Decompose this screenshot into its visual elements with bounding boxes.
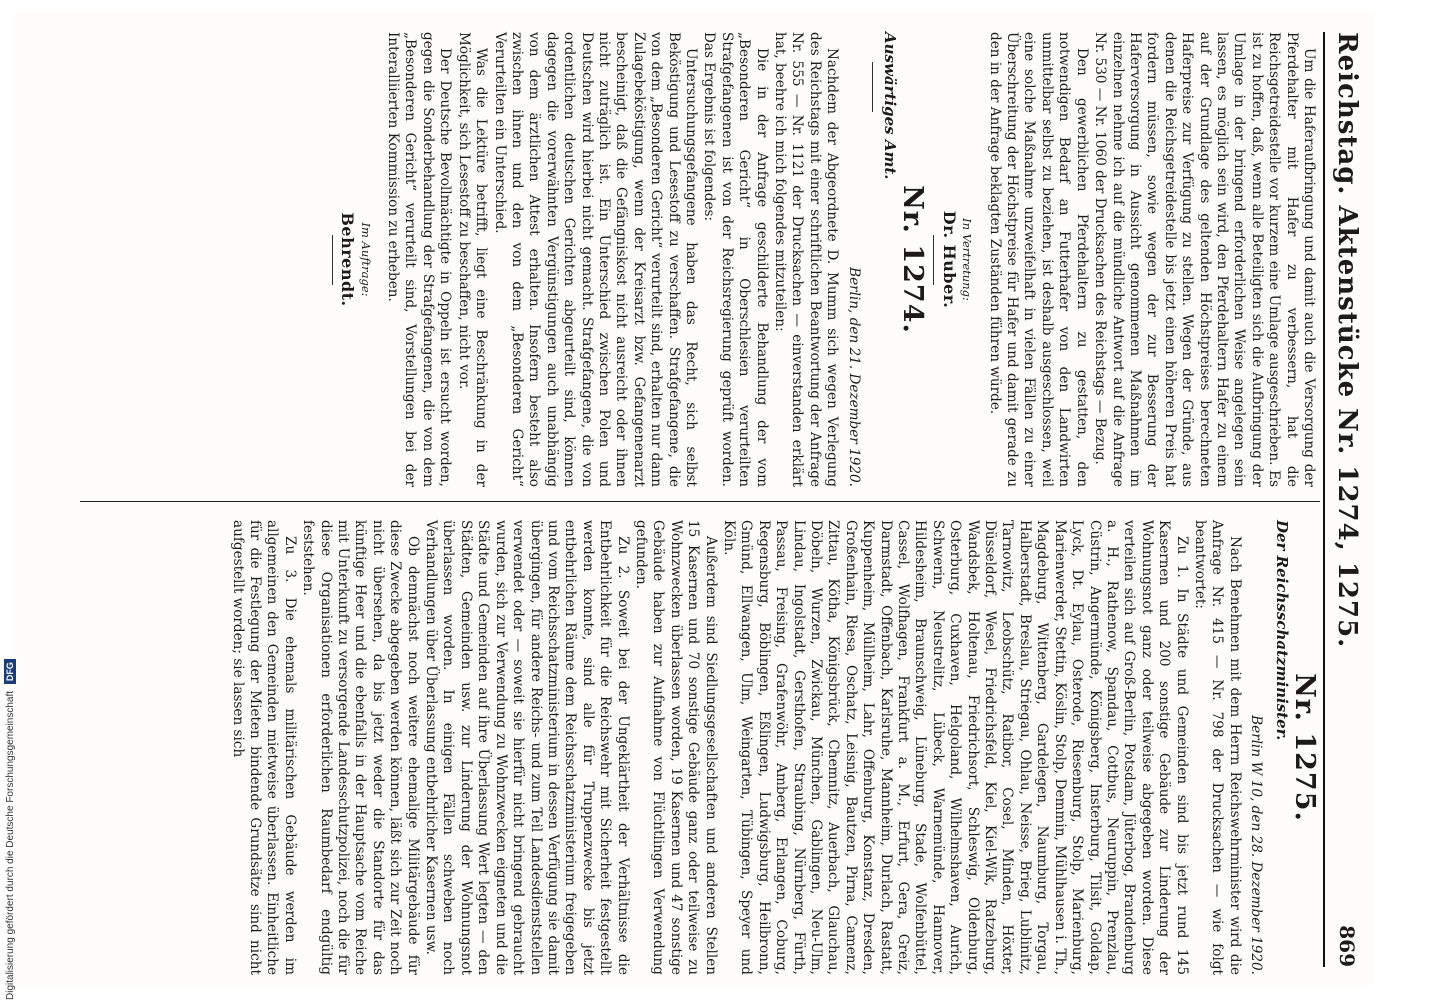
- right-column: [227, 520, 1320, 975]
- paragraph: Ob demnächst noch weitere ehemalige Militärgebäude für diese Zwecke abgegeben werden können, läßt sich zur Zeit noch nicht übersehen, da bis jetzt weder die Standorte für das künftige Heer und die ebenfalls in der Hauptsache vom Reiche mit Unterkunft zu versorgende Landesschutzpolizei, noch die für diese Organisationen erforderlichen Raumbedarf endgültig feststehen.: [300, 520, 421, 975]
- page-header: [1327, 32, 1367, 967]
- document-number-heading: Nr. 1275.: [1289, 673, 1320, 822]
- paragraph: Untersuchungsgefangene haben das Recht, sich selbst Beköstigung und Lesestoff zu verschaffen. Strafgefangene, die von dem „Besonderen Gericht“ verurteilt sind, erhalten nur dann Zulagebeköstigung, wenn der Kreisarzt bzw. Gefangenenarzt bescheinigt, daß die Gefängniskost nicht ausreicht oder ihnen nicht zuträglich ist. Ein Unterschied zwischen Polen und Deutschen wird hierbei nicht gemacht. Strafgefangene, die von ordentlichen deutschen Gerichten abgeurteilt sind, können dagegen die vorerwähnten Vergünstigungen auch unabhängig von dem ärztlichen Attest erhalten. Insofern besteht also zwischen ihnen und den von dem „Besonderen Gericht“ Verurteilten ein Unterschied.: [491, 32, 699, 487]
- paragraph: Zu 3. Die ehemals militärischen Gebäude werden im allgemeinen den Gemeinden mietweise überlassen. Einheitliche für die Festlegung der Mieten bindende Grundsätze sind nicht aufgestellt worden; sie lassen sich: [229, 520, 298, 975]
- signature-name: Behrendt.: [338, 212, 358, 307]
- paragraph: Nach Benehmen mit dem Herrn Reichswehrminister wird die Anfrage Nr. 415 — Nr. 798 der Drucksachen — wie folgt beantwortet:: [1191, 520, 1243, 975]
- credit-text: Digitalisierung gefördert durch die Deutsche Forschungsgemeinschaft: [5, 690, 16, 1000]
- divider: [332, 235, 333, 285]
- signature-role: Im Auftrage:: [358, 222, 373, 297]
- paragraph: Um die Haferaufbringung und damit auch die Versorgung der Pferdehalter mit Hafer zu verbessern, hat die Reichsgetreidestelle vor kurzem eine Umlage ausgeschrieben. Es ist zu hoffen, daß, wenn alle Beteiligten sich die Aufbringung der Umlage in der bringend erforderlichen Weise angelegen sein lassen, es möglich sein wird, den Pferdehaltern Hafer zu einem auf der Grundlage des geltenden Höchstpreises berechneten Haferpreise zur Verfügung zu stellen. Wegen der Gründe, aus denen die Reichsgetreidestelle bis jetzt einen höheren Preis hat fordern müssen, sowie wegen der zur Besserung der Haferversorgung in Aussicht genommenen Maßnahmen im einzelnen nehme ich auf die mündliche Antwort auf die Anfrage Nr. 530 — Nr. 1060 der Drucksachen des Reichstags — Bezug.: [1092, 32, 1317, 487]
- paragraph: Die in der Anfrage geschilderte Behandlung der vom „Besonderen Gericht“ in Oberschlesien verurteilten Strafgefangenen ist von der Reichsregierung geprüft worden. Das Ergebnis ist folgendes:: [701, 32, 770, 487]
- paragraph: Zu 2. Soweit bei der Ungeklärtheit der Verhältnisse die Entbehrlichkeit für die Reichswehr mit Sicherheit festgestellt werden konnte, sind alle für Truppenzwecke bis jetzt entbehrlichen Räume dem Reichsschatzministerium freigegeben und vom Reichsschatzministerium in dessen Verfügung sie damit übergingen, für andere Reichs- und zum Teil Landesdienststellen verwendet oder — soweit sie hierfür nicht bringend gebraucht wurden, sich zur Verwendung zu Wohnzwecken eigneten und die Städte und Gemeinden auf ihre Überlassung Wert legten — den Städten, Gemeinden usw. zur Linderung der Wohnungsnot überlassen worden. In einigen Fällen schweben noch Verhandlungen über Überlassung entbehrlicher Kasernen usw.: [423, 520, 631, 975]
- document-page: [15, 12, 1375, 987]
- paragraph: Was die Lektüre betrifft, liegt eine Beschränkung in der Möglichkeit, sich Lesestoff zu beschaffen, nicht vor.: [455, 32, 490, 487]
- place-date: Berlin W 10, den 28. Dezember 1920.: [1248, 715, 1265, 975]
- paragraph: Zu 1. In Städte und Gemeinden sind bis jetzt rund 145 Kasernen und 200 sonstige Gebäude zur Linderung der Wohnungsnot ganz oder teilweise abgegeben worden. Diese verteilen sich auf Groß-Berlin, Potsdam, Jüterbog, Brandenburg a. H., Rathenow, Spandau, Cottbus, Neuruppin, Prenzlau, Cüstrin, Angermünde, Königsberg, Insterburg, Tilsit, Goldap, Lyck, Dt. Eylau, Osterode, Riesenburg, Stolp, Marienburg, Marienwerder, Stettin, Köslin, Stolp, Demmin, Mühlhausen i. Th., Magdeburg, Wittenberg, Gardelegen, Naumburg, Torgau, Halberstadt, Breslau, Striegau, Ohlau, Neisse, Brieg, Lublinitz, Tarnowitz, Leobschütz, Ratibor, Cosel, Minden, Höxter, Düsseldorf, Wesel, Friedrichsfeld, Kiel, Kiel-Wik, Ratzeburg, Wandsbek, Holtenau, Friedrichsort, Schleswig, Oldenburg, Osterburg, Cuxhaven, Helgoland, Wilhelmshaven, Aurich, Schwerin, Neustrelitz, Lübeck, Warnemünde, Hannover, Hildesheim, Braunschweig, Lüneburg, Stade, Wolfenbüttel, Cassel, Wolfhagen, Frankfurt a. M., Erfurt, Gera, Greiz, Darmstadt, Offenbach, Karlsruhe, Mannheim, Durlach, Rastatt, Kuppenheim, Müllheim, Lahr, Offenburg, Konstanz, Dresden, Großenhain, Riesa, Oschatz, Leisnig, Bautzen, Pirna, Camenz, Zittau, Kötha, Königsbrück, Chemnitz, Auerbach, Glauchau, Döbeln, Wurzen, Zwickau, München, Gablingen, Neu-Ulm, Lindau, Ingolstadt, Gersthofen, Straubing, Nürnberg, Fürth, Passau, Freising, Grafenwöhr, Amberg, Erlangen, Coburg, Regensburg, Böblingen, Eßlingen, Ludwigsburg, Heilbronn, Gmünd, Ellwangen, Ulm, Weingarten, Tübingen, Speyer und Köln.: [721, 520, 1190, 975]
- paragraph: Außerdem sind Siedlungsgesellschaften und anderen Stellen 15 Kasernen und 70 sonstige Gebäude ganz oder teilweise zu Wohnzwecken überlassen worden, 19 Kasernen und 47 sonstige Gebäude haben zur Aufnahme von Flüchtlingen Verwendung gefunden.: [632, 520, 719, 975]
- header-rule: [1323, 32, 1325, 967]
- paragraph: Nachdem der Abgeordnete D. Mumm sich wegen Verlegung des Reichstags mit einer schriftlichen Beantwortung der Anfrage Nr. 555 — Nr. 1121 der Drucksachen — einverstanden erklärt hat, beehre ich mich folgendes mitzuteilen:: [772, 32, 841, 487]
- signature-role: In Vertretung:: [960, 218, 975, 301]
- dfg-logo: DFG: [4, 659, 16, 684]
- paragraph: Der Deutsche Bevollmächtigte in Oppeln ist ersucht worden, gegen die Sonderbehandlung der Strafgefangenen, die von dem „Besonderen Gericht“ verurteilt sind, Vorstellungen bei der Interalliierten Kommission zu erheben.: [385, 32, 454, 487]
- place-date: Berlin, den 21. Dezember 1920.: [845, 267, 862, 487]
- column-divider: [80, 501, 1320, 502]
- issuing-office: Auswärtiges Amt.: [881, 32, 900, 180]
- divider: [933, 235, 934, 285]
- signature-name: Dr. Huber.: [939, 210, 959, 309]
- page-number: 869: [1335, 925, 1359, 967]
- left-column: [320, 32, 1317, 487]
- document-number-heading: Nr. 1274.: [897, 185, 929, 334]
- paragraph: Den gewerblichen Pferdehaltern zu gestatten, den notwendigen Bedarf an Futterhafer von den Landwirten unmittelbar selbst zu beziehen, ist deshalb ausgeschlossen, weil eine solche Maßnahme unzweifelhaft in vielen Fällen zu einer Überschreitung der Höchstpreise für Hafer und damit gerade zu den in der Anfrage beklagten Zuständen führen würde.: [986, 32, 1090, 487]
- divider: [872, 62, 873, 112]
- running-title: Reichstag. Aktenstücke Nr. 1274, 1275.: [1332, 32, 1362, 649]
- issuing-office: Der Reichsschatzminister.: [1272, 520, 1291, 741]
